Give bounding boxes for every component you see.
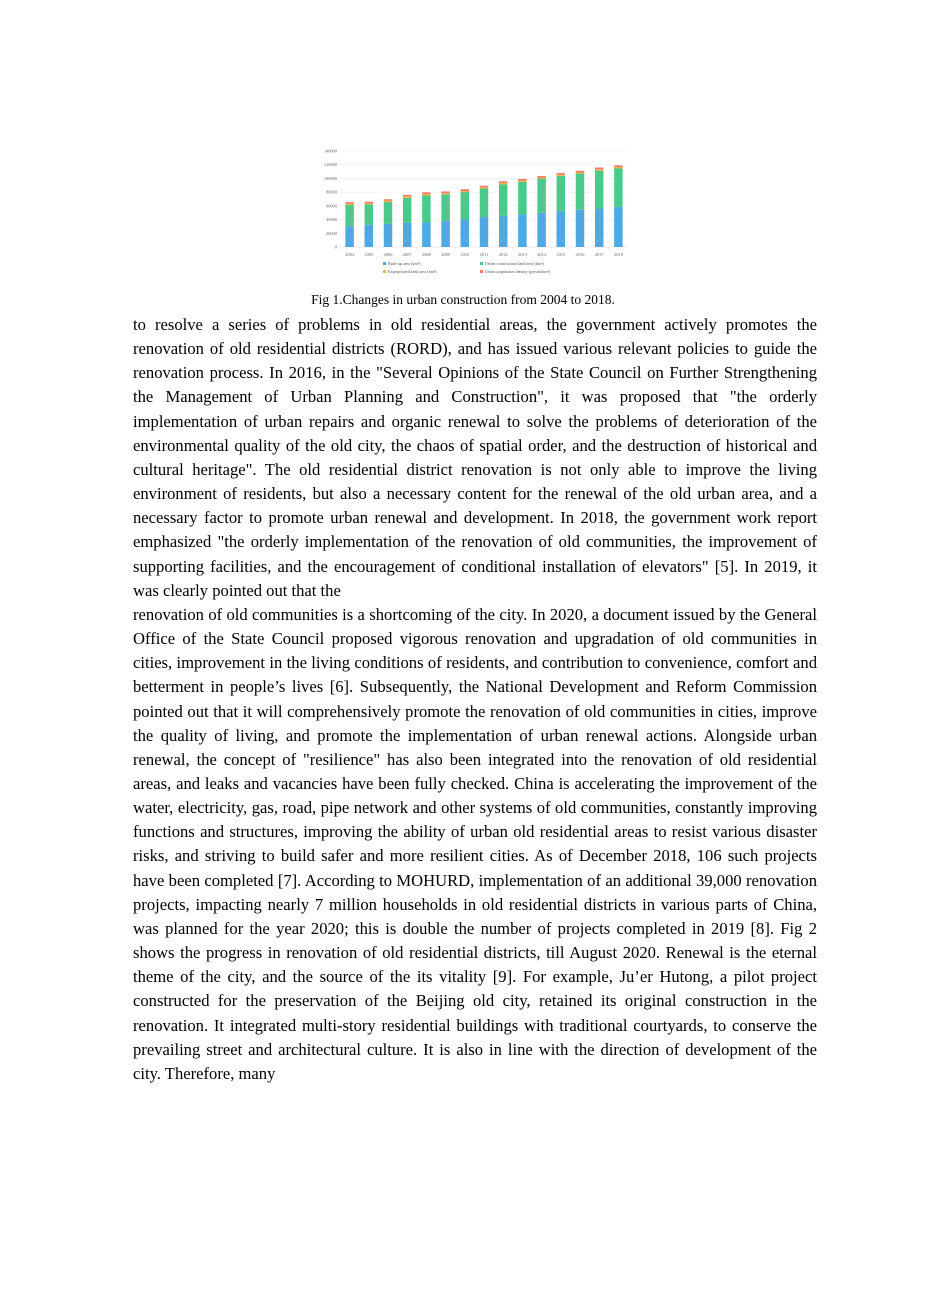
bar-segment (537, 213, 546, 247)
chart-bars (345, 165, 622, 247)
bar-segment (461, 191, 470, 192)
bar-segment (499, 184, 508, 215)
bar-segment (595, 169, 604, 170)
legend-label: Expropriated land area (km²) (388, 269, 437, 274)
bar-segment (345, 204, 354, 205)
bar-segment (576, 171, 585, 173)
x-tick-label: 2005 (364, 252, 374, 257)
y-axis-ticks (324, 149, 338, 250)
bar-segment (595, 208, 604, 247)
bar-segment (537, 179, 546, 213)
x-tick-label: 2010 (460, 252, 470, 257)
x-tick-label: 2009 (441, 252, 450, 257)
bar-segment (365, 225, 374, 247)
bar-segment (365, 202, 374, 204)
bar-segment (614, 167, 623, 168)
legend-swatch (480, 262, 483, 265)
body-text (133, 313, 817, 1086)
legend-label: Built-up area (km²) (388, 261, 421, 266)
bar-segment (595, 171, 604, 209)
bar-segment (422, 194, 431, 195)
y-tick-label: 80000 (326, 189, 337, 195)
legend-label: Urban population density (person/km²) (485, 269, 551, 274)
bar-segment (441, 221, 450, 247)
bar-segment (518, 214, 527, 247)
bar-segment (384, 199, 393, 201)
x-tick-label: 2008 (422, 252, 431, 257)
legend-swatch (383, 262, 386, 265)
x-tick-label: 2006 (383, 252, 393, 257)
figure-1 (310, 143, 632, 283)
bar-segment (345, 202, 354, 204)
bar-segment (614, 207, 623, 247)
bar-segment (365, 203, 374, 204)
x-tick-label: 2016 (575, 252, 585, 257)
bar-segment (441, 194, 450, 221)
bar-segment (403, 195, 412, 197)
bar-segment (480, 188, 489, 217)
bar-segment (614, 165, 623, 167)
bar-segment (557, 176, 566, 211)
bar-segment (441, 191, 450, 193)
bar-segment (518, 182, 527, 214)
bar-segment (403, 198, 412, 223)
bar-segment (499, 216, 508, 247)
x-tick-label: 2018 (614, 252, 623, 257)
paragraph-2: renovation of old communities is a shortcoming of the city. In 2020, a document issued by the General Office of the State Council proposed vigorous renovation and upgradation of old communities in cities, improvement in the living conditions of residents, and contribution to convenience, comfort and betterment in people’s lives [6]. Subsequently, the National Development and Reform Commission pointed out that it will comprehensively promote the renovation of old communities in cities, improve the quality of living, and promote the implementation of urban renewal actions. Alongside urban renewal, the concept of "resilience" has also been integrated into the renovation of old residential areas, and leaks and vacancies have been fully checked. China is accelerating the improvement of the water, electricity, gas, road, pipe network and other systems of old communities, constantly improving functions and structures, improving the ability of urban old residential areas to resist various disaster risks, and striving to build safer and more resilient cities. As of December 2018, 106 such projects have been completed [7]. According to MOHURD, implementation of an additional 39,000 renovation projects, impacting nearly 7 million households in old residential districts in various parts of China, was planned for the year 2020; this is double the number of projects completed in 2019 [8]. Fig 2 shows the progress in renovation of old residential districts, till August 2020. Renewal is the eternal theme of the city, and the source of the its vitality [9]. For example, Ju’er Hutong, a pilot project constructed for the preservation of the Beijing old city, retained its original construction in the renovation. It integrated multi-story residential buildings with traditional courtyards, to conserve the prevailing street and architectural culture. It is also in line with the direction of development of the city. Therefore, many (133, 604, 817, 1083)
bar-segment (480, 217, 489, 247)
bar-segment (384, 224, 393, 247)
y-tick-label: 20000 (326, 230, 337, 236)
x-tick-label: 2011 (479, 252, 489, 257)
bar-segment (614, 168, 623, 206)
bar-segment (537, 178, 546, 179)
y-tick-label: 0 (334, 244, 337, 250)
y-tick-label: 140000 (323, 148, 337, 154)
bar-segment (557, 173, 566, 175)
x-tick-label: 2007 (402, 252, 412, 257)
bar-segment (422, 222, 431, 247)
bar-segment (403, 223, 412, 247)
x-tick-label: 2013 (518, 252, 527, 257)
x-tick-label: 2014 (537, 252, 546, 257)
legend-swatch (383, 270, 386, 273)
bar-segment (499, 183, 508, 185)
bar-segment (345, 226, 354, 247)
bar-segment (441, 193, 450, 194)
bar-segment (499, 181, 508, 183)
bar-segment (422, 192, 431, 194)
legend-swatch (480, 270, 483, 273)
bar-segment (422, 195, 431, 222)
y-tick-label: 120000 (323, 162, 337, 168)
bar-segment (480, 186, 489, 188)
bar-segment (480, 187, 489, 188)
legend-label: Urban construction land area (km²) (485, 261, 544, 266)
bar-segment (595, 168, 604, 170)
x-tick-label: 2004 (345, 252, 354, 257)
stacked-bar-chart (310, 143, 632, 283)
bar-segment (384, 201, 393, 202)
bar-segment (365, 204, 374, 224)
bar-segment (576, 172, 585, 173)
bar-segment (557, 211, 566, 247)
bar-segment (576, 174, 585, 210)
x-tick-label: 2015 (556, 252, 566, 257)
paragraph-1: to resolve a series of problems in old residential areas, the government actively promotes the renovation of old residential districts (RORD), and has issued various relevant policies to guide the renovation process. In 2016, in the "Several Opinions of the State Council on Further Strengthening the Management of Urban Planning and Construction", it was proposed that "the orderly implementation of urban repairs and organic renewal to solve the problems of deterioration of the environmental quality of the old city, the chaos of spatial order, and the destruction of historical and cultural heritage". The old residential district renovation is not only able to improve the living environment of residents, but also a necessary content for the renewal of the old urban area, and a necessary factor to promote urban renewal and development. In 2018, the government work report emphasized "the orderly implementation of the renovation of old communities, the improvement of supporting facilities, and the encouragement of conditional installation of elevators" [5]. In 2019, it was clearly pointed out that the (133, 315, 817, 600)
bar-segment (403, 196, 412, 197)
bar-segment (384, 202, 393, 224)
y-tick-label: 60000 (326, 203, 337, 209)
x-tick-label: 2012 (498, 252, 508, 257)
bar-segment (576, 210, 585, 247)
bar-segment (461, 220, 470, 247)
bar-segment (518, 181, 527, 182)
bar-segment (537, 176, 546, 178)
bar-segment (461, 192, 470, 219)
x-tick-label: 2017 (594, 252, 604, 257)
figure-caption: Fig 1.Changes in urban construction from 2004 to 2018. (311, 292, 615, 307)
bar-segment (557, 175, 566, 176)
chart-legend (383, 261, 551, 274)
y-tick-label: 40000 (326, 217, 337, 223)
bar-segment (518, 179, 527, 181)
y-tick-label: 100000 (323, 175, 337, 181)
bar-segment (461, 189, 470, 191)
bar-segment (345, 205, 354, 226)
x-axis-ticks (340, 247, 624, 257)
